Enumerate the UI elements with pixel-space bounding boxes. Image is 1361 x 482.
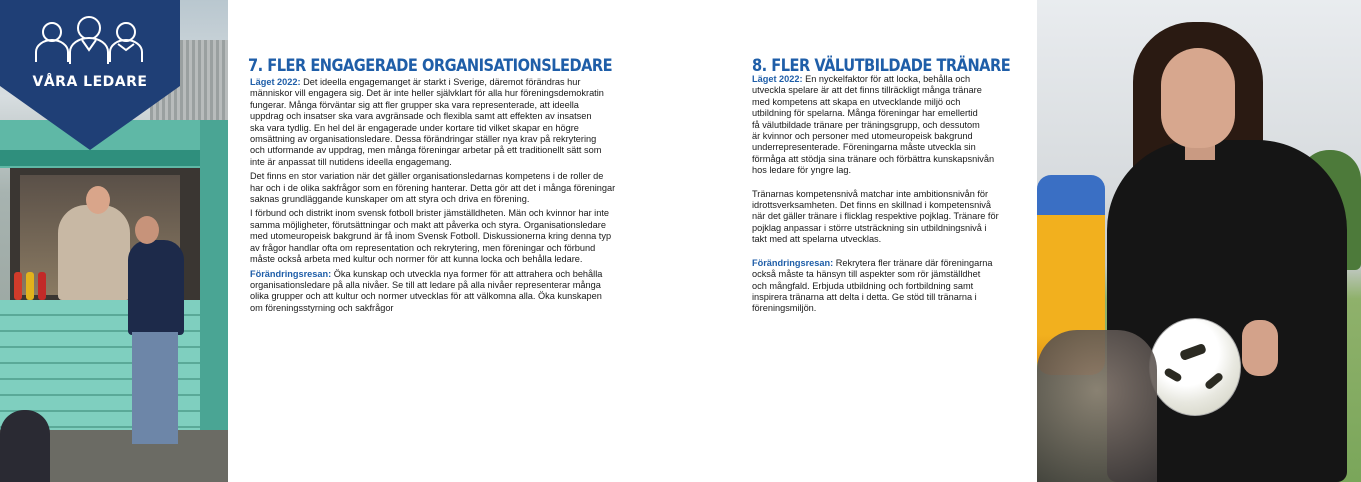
customer-legs <box>132 332 178 444</box>
kiosk-post <box>200 120 228 430</box>
passerby <box>0 410 50 482</box>
status-2022-label: Läget 2022: <box>752 74 803 84</box>
section-8-paragraph-3: Förändringsresan: Rekrytera fler tränare där föreningarna också måste ta hänsyn till aspekter som rör jämställdhet och mångfald. Erbjuda utbildning och fortbildning samt inspirera tränarna att delta i detta. Ge stöd till tränarna i föreningsmiljön. <box>752 257 993 314</box>
section-7-paragraph-1: Läget 2022: Det ideella engagemanget är starkt i Sverige, däremot förändras hur människor vill engagera sig. Det är inte heller självklart för alla hur föreningsdemokratin fungerar. Många förväntar sig att fler grupper ska vara representerade, att ideella uppdrag och insatser ska vara avgränsade och flexibla samt att effekten av insatsen ska vara tydlig. En hel del är engagerade under kortare tid vilket skapar en högre omsättning av organisationsledare. Dessa förändringar ställer nya krav på rekrytering och utformande av uppdrag, men många föreningar arbetar på ett traditionellt sätt som inte är anpassat till nutidens ideella engagemang. <box>250 77 604 167</box>
section-7-body <box>250 77 650 317</box>
section-8-paragraph-2: Tränarnas kompetensnivå matchar inte ambitionsnivån för idrottsverksamheten. Det finns en skillnad i kompetensnivå när det gäller tränare i flicklag respektive pojklag. Tränare för pojklag anpassar i större utsträckning sin utbildningsnivå i takt med att spelarna utvecklas. <box>752 188 999 245</box>
section-8-heading: 8. FLER VÄLUTBILDADE TRÄNARE <box>752 56 1011 76</box>
kiosk-band <box>0 150 228 166</box>
section-badge <box>0 0 180 150</box>
football <box>1149 318 1241 416</box>
status-2022-label: Läget 2022: <box>250 77 301 87</box>
sauce-bottle <box>38 272 46 300</box>
blurred-foreground <box>1037 330 1157 482</box>
section-7-paragraph-4: Förändringsresan: Öka kunskap och utveckla nya former för att attrahera och behålla organisationsledare på alla nivåer. Se till att ledare på alla nivåer representerar många olika grupper och att kultur och normer utvecklas för att välkomna alla. Öka kunskapen om föreningsstyrning och sakfrågor <box>250 268 603 313</box>
kiosk-vendor-head <box>86 186 110 214</box>
paragraph-spacer <box>752 249 1028 258</box>
coach-photo <box>1037 0 1361 482</box>
ball-patch <box>1204 372 1224 391</box>
coach-face <box>1161 48 1235 148</box>
change-journey-label: Förändringsresan: <box>250 268 332 279</box>
kiosk-vendor <box>58 205 130 300</box>
badge-label: VÅRA LEDARE <box>32 74 148 90</box>
paragraph-spacer <box>752 180 1028 189</box>
kiosk-photo <box>0 0 228 482</box>
ball-patch <box>1179 343 1207 361</box>
ketchup-bottle <box>14 272 22 300</box>
coach-hand <box>1242 320 1278 376</box>
customer-head <box>135 216 159 244</box>
section-7-heading: 7. FLER ENGAGERADE ORGANISATIONSLEDARE <box>248 56 613 76</box>
mustard-bottle <box>26 272 34 300</box>
section-8-body <box>752 74 1028 318</box>
customer <box>128 240 184 335</box>
section-7-paragraph-3: I förbund och distrikt inom svensk fotboll brister jämställdheten. Män och kvinnor har inte samma möjligheter, förutsättningar och makt att påverka och styra. Organisationsledare med utomeuropeisk bakgrund är få inom Svensk Fotboll. Diskussionerna kring denna typ av frågor handlar ofta om representation och rekrytering, men föreningar och förbund måste också arbeta med kultur och normer för att kunna locka och behålla ledare. <box>250 208 612 265</box>
ball-patch <box>1163 367 1183 383</box>
section-8-paragraph-1: Läget 2022: En nyckelfaktor för att locka, behålla och utveckla spelare är att det finns tillräckligt många tränare med kompetens att skapa en utvecklande miljö och utbildning för spelarna. Många föreningar har emellertid få välutbildade tränare per träningsgrupp, och dessutom är kvinnor och personer med utomeuropeisk bakgrund underrepresenterade. Föreningarna måste utveckla sin förmåga att stödja sina tränare och förbättra kunskapsnivån hos ledare för yngre lag. <box>752 74 995 176</box>
change-journey-label: Förändringsresan: <box>752 257 834 268</box>
section-7-paragraph-2: Det finns en stor variation när det gäller organisationsledarnas kompetens i de roller de har och i de olika sakfrågor som en förening hanterar. Detta gör att det i många föreningar saknas grundläggande kunskaper om att styra och driva en förening. <box>250 171 616 205</box>
